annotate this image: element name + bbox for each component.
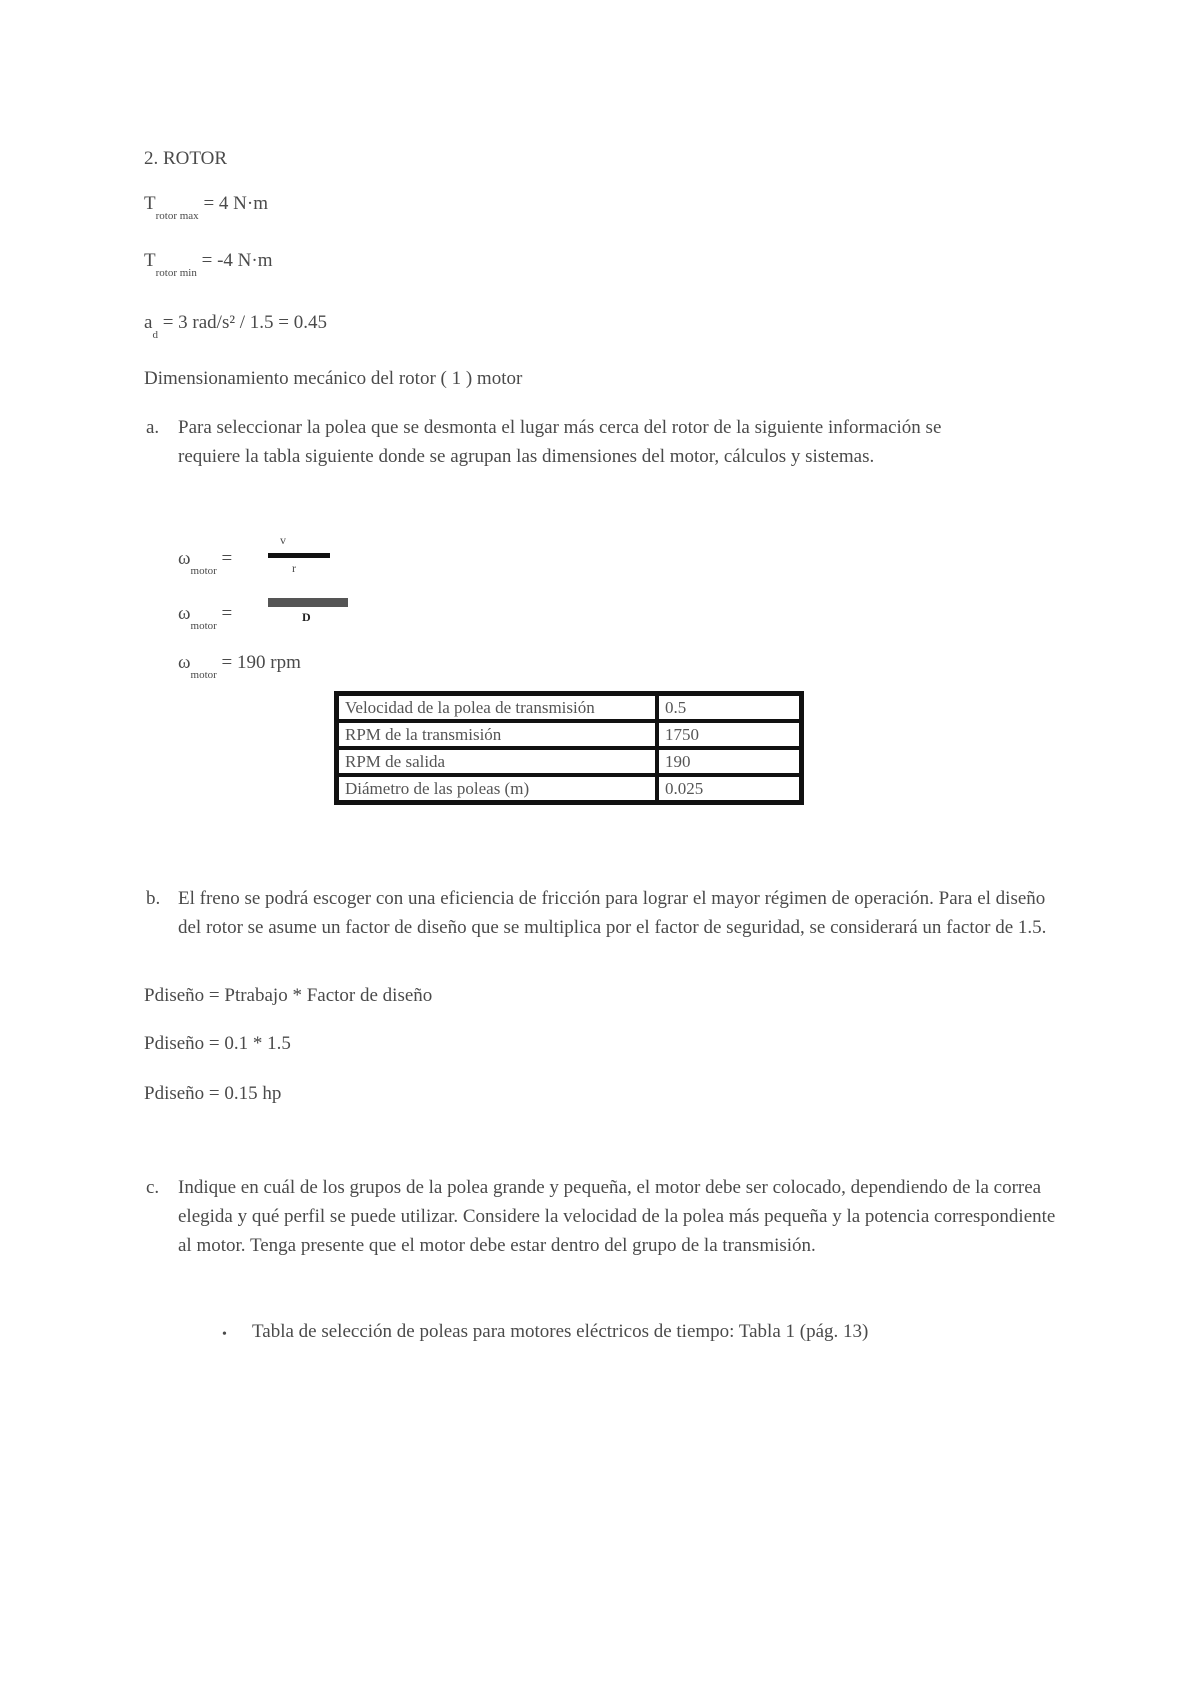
formula-symbol: ω bbox=[178, 652, 191, 673]
table-cell-value: 0.5 bbox=[657, 694, 802, 722]
calc-line-1: Pdiseño = Ptrabajo * Factor de diseño bbox=[144, 985, 433, 1006]
table-row bbox=[337, 748, 802, 775]
table-cell-label: RPM de salida bbox=[337, 748, 658, 775]
calc-line-2: Pdiseño = 0.1 * 1.5 bbox=[144, 1033, 291, 1054]
table-cell-value: 1750 bbox=[657, 721, 802, 748]
fraction-bar bbox=[268, 553, 330, 558]
equation-torque-min bbox=[144, 250, 273, 279]
section-heading: 2. ROTOR bbox=[144, 148, 228, 169]
formula-subscript: motor bbox=[190, 565, 217, 577]
item-b-marker: b. bbox=[146, 888, 161, 909]
formula-1-lhs: $\omega_{motor}$ = bbox=[178, 548, 233, 577]
eq-symbol: a bbox=[144, 312, 153, 333]
eq-subscript: rotor min bbox=[155, 267, 197, 279]
table-cell-label: Velocidad de la polea de transmisión bbox=[337, 694, 658, 722]
table-row bbox=[337, 775, 802, 803]
table-cell-label: Diámetro de las poleas (m) bbox=[337, 775, 658, 803]
eq-subscript: rotor max bbox=[155, 210, 199, 222]
table-row bbox=[337, 721, 802, 748]
eq-symbol: T bbox=[144, 193, 156, 214]
eq-subscript: d bbox=[152, 329, 158, 341]
table-cell-value: 0.025 bbox=[657, 775, 802, 803]
equation-torque-max bbox=[144, 193, 268, 222]
calc-line-3: Pdiseño = 0.15 hp bbox=[144, 1083, 282, 1104]
item-c-text: Indique en cuál de los grupos de la polea grande y pequeña, el motor debe ser colocado, dependiendo de la correa elegida y qué perfil se puede utilizar. Considere la velocidad de la polea más pequeña y la potencia correspondiente al motor. Tenga presente que el motor debe estar dentro del grupo de la transmisión. bbox=[178, 1177, 1056, 1256]
formula-subscript: motor bbox=[190, 620, 217, 632]
bullet-text: Tabla de selección de poleas para motores eléctricos de tiempo: Tabla 1 (pág. 13) bbox=[252, 1321, 869, 1342]
table-cell-value: 190 bbox=[657, 748, 802, 775]
intro-line: Dimensionamiento mecánico del rotor ( 1 ) motor bbox=[144, 368, 523, 389]
item-a-marker: a. bbox=[146, 417, 160, 438]
table-row bbox=[337, 694, 802, 722]
eq-rhs: = 3 rad/s² / 1.5 = 0.45 bbox=[162, 312, 328, 333]
table-cell-label: RPM de la transmisión bbox=[337, 721, 658, 748]
eq-symbol: T bbox=[144, 250, 156, 271]
formula-denominator: D bbox=[302, 610, 311, 624]
eq-rhs: = -4 N·m bbox=[201, 250, 273, 271]
equation-acceleration bbox=[144, 312, 328, 341]
bullet-icon: • bbox=[222, 1327, 227, 1342]
formula-2-lhs: $\omega_{motor}$ = bbox=[178, 603, 233, 632]
formula-denominator: r bbox=[292, 561, 296, 575]
formula-symbol: ω bbox=[178, 548, 191, 569]
item-b-text: El freno se podrá escoger con una eficiencia de fricción para lograr el mayor régimen de operación. Para el diseño del rotor se asume un factor de diseño que se multiplica por el factor de seguridad, se considerará un factor de 1.5. bbox=[178, 888, 1047, 938]
formula-rhs: = 190 rpm bbox=[221, 652, 301, 673]
parameters-table bbox=[334, 691, 804, 805]
fraction-bar bbox=[268, 598, 348, 607]
item-c-marker: c. bbox=[146, 1177, 160, 1198]
item-a-text: Para seleccionar la polea que se desmonta el lugar más cerca del rotor de la siguiente información se requiere la tabla siguiente donde se agrupan las dimensiones del motor, cálculos y sistemas. bbox=[178, 417, 942, 467]
formula-3 bbox=[178, 652, 301, 681]
formula-subscript: motor bbox=[190, 669, 217, 681]
eq-rhs: = 4 N·m bbox=[203, 193, 268, 214]
formula-symbol: ω bbox=[178, 603, 191, 624]
formula-numerator: v bbox=[280, 533, 286, 547]
